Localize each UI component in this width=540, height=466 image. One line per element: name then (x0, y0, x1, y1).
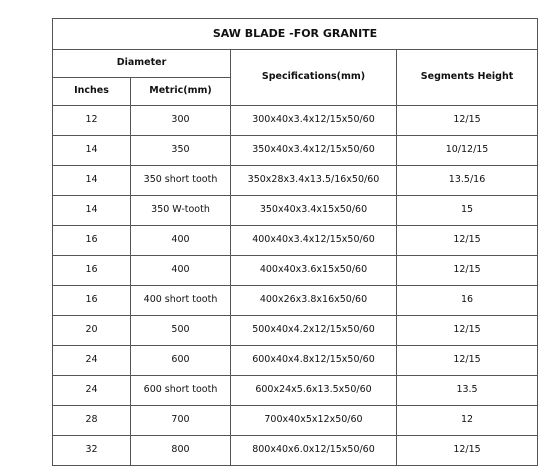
spec-sheet (52, 18, 537, 466)
saw-blade-spec-table (52, 18, 538, 466)
table-row (53, 226, 538, 256)
cell-specification: 350x28x3.4x13.5/16x50/60 (231, 166, 397, 196)
table-title: SAW BLADE -FOR GRANITE (53, 19, 538, 50)
header-specifications: Specifications(mm) (231, 50, 397, 106)
header-segments-height: Segments Height (397, 50, 538, 106)
cell-specification: 500x40x4.2x12/15x50/60 (231, 316, 397, 346)
cell-segments-height: 12/15 (397, 106, 538, 136)
cell-inches: 28 (53, 406, 131, 436)
cell-specification: 600x40x4.8x12/15x50/60 (231, 346, 397, 376)
cell-segments-height: 16 (397, 286, 538, 316)
cell-segments-height: 12/15 (397, 346, 538, 376)
cell-segments-height: 13.5 (397, 376, 538, 406)
cell-segments-height: 13.5/16 (397, 166, 538, 196)
cell-metric: 400 short tooth (131, 286, 231, 316)
cell-metric: 600 short tooth (131, 376, 231, 406)
cell-specification: 800x40x6.0x12/15x50/60 (231, 436, 397, 466)
cell-metric: 700 (131, 406, 231, 436)
table-row (53, 106, 538, 136)
cell-metric: 350 (131, 136, 231, 166)
cell-metric: 350 short tooth (131, 166, 231, 196)
header-metric: Metric(mm) (131, 78, 231, 106)
cell-specification: 600x24x5.6x13.5x50/60 (231, 376, 397, 406)
table-row (53, 256, 538, 286)
cell-metric: 400 (131, 226, 231, 256)
table-row (53, 166, 538, 196)
table-row (53, 436, 538, 466)
cell-inches: 24 (53, 346, 131, 376)
cell-segments-height: 12/15 (397, 226, 538, 256)
cell-inches: 14 (53, 196, 131, 226)
cell-specification: 700x40x5x12x50/60 (231, 406, 397, 436)
cell-inches: 16 (53, 256, 131, 286)
header-inches: Inches (53, 78, 131, 106)
cell-specification: 350x40x3.4x15x50/60 (231, 196, 397, 226)
cell-metric: 500 (131, 316, 231, 346)
cell-segments-height: 12/15 (397, 436, 538, 466)
cell-metric: 350 W-tooth (131, 196, 231, 226)
cell-inches: 24 (53, 376, 131, 406)
header-diameter: Diameter (53, 50, 231, 78)
cell-inches: 14 (53, 166, 131, 196)
cell-specification: 300x40x3.4x12/15x50/60 (231, 106, 397, 136)
cell-specification: 400x40x3.6x15x50/60 (231, 256, 397, 286)
cell-inches: 20 (53, 316, 131, 346)
cell-inches: 32 (53, 436, 131, 466)
table-row (53, 316, 538, 346)
table-body (53, 106, 538, 466)
cell-segments-height: 12/15 (397, 256, 538, 286)
cell-segments-height: 12 (397, 406, 538, 436)
table-row (53, 136, 538, 166)
table-row (53, 286, 538, 316)
cell-metric: 600 (131, 346, 231, 376)
cell-specification: 400x26x3.8x16x50/60 (231, 286, 397, 316)
cell-inches: 16 (53, 286, 131, 316)
cell-specification: 350x40x3.4x12/15x50/60 (231, 136, 397, 166)
table-row (53, 376, 538, 406)
table-row (53, 196, 538, 226)
cell-inches: 14 (53, 136, 131, 166)
cell-segments-height: 15 (397, 196, 538, 226)
cell-inches: 16 (53, 226, 131, 256)
table-row (53, 406, 538, 436)
cell-specification: 400x40x3.4x12/15x50/60 (231, 226, 397, 256)
cell-segments-height: 10/12/15 (397, 136, 538, 166)
cell-metric: 400 (131, 256, 231, 286)
table-row (53, 346, 538, 376)
cell-metric: 300 (131, 106, 231, 136)
cell-segments-height: 12/15 (397, 316, 538, 346)
cell-metric: 800 (131, 436, 231, 466)
cell-inches: 12 (53, 106, 131, 136)
